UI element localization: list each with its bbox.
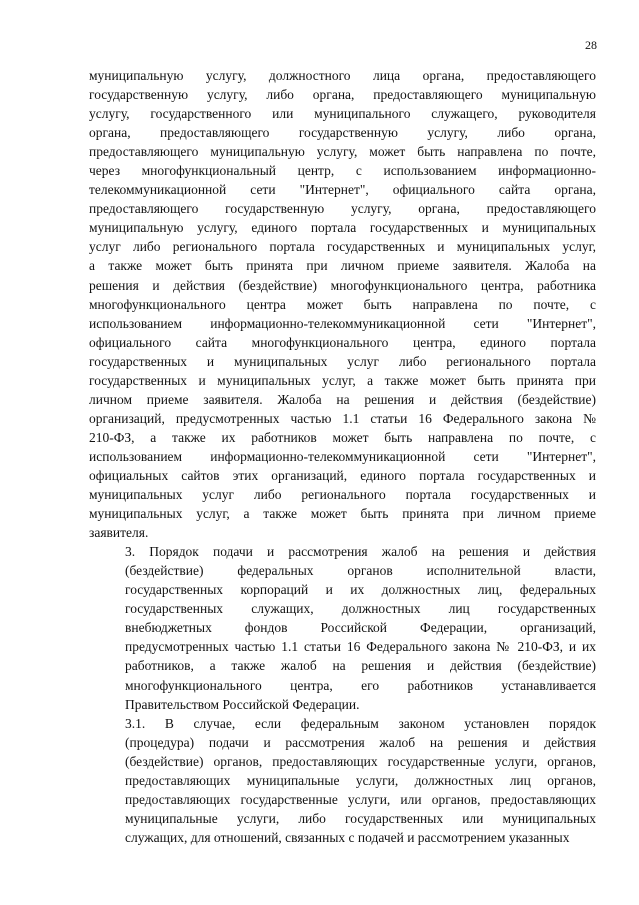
text-line: муниципальную услугу, единого портала государственных и муниципальных	[89, 220, 596, 236]
text-line: государственных корпораций и их должностных лиц, федеральных	[125, 582, 596, 598]
text-line: 210-ФЗ, а также их работников может быть направлена по почте, с	[89, 429, 596, 445]
text-line: (процедура) подачи и рассмотрения жалоб на решения и действия	[125, 734, 596, 750]
text-line: Правительством Российской Федерации.	[125, 696, 360, 712]
text-line: органа, предоставляющего государственную услугу, либо органа,	[89, 125, 596, 141]
text-line: личном приеме заявителя. Жалоба на решения и действия (бездействие)	[89, 391, 596, 407]
text-line: муниципальные услуги, либо государственных или муниципальных	[125, 810, 596, 826]
text-line: муниципальных услуг, а также может быть принята при личном приеме	[89, 506, 596, 522]
text-line: через многофункциональный центр, с использованием информационно-	[89, 163, 596, 179]
text-line: многофункционального центра может быть направлена по почте, с	[89, 296, 596, 312]
text-line: решения и действия (бездействие) многофункционального центра, работника	[89, 277, 596, 293]
text-line: муниципальных услуг либо регионального портала государственных и	[89, 487, 596, 503]
text-line: государственных и муниципальных услуг, а также может быть принята при	[89, 372, 596, 388]
text-line: государственную услугу, либо органа, предоставляющего муниципальную	[89, 87, 596, 103]
text-line: (бездействие) федеральных органов исполнительной власти,	[125, 563, 596, 579]
paragraph	[89, 542, 596, 713]
text-line: услуг либо регионального портала государственных и муниципальных услуг,	[89, 239, 596, 255]
text-line: государственных служащих, должностных лиц государственных	[125, 601, 596, 617]
paragraph	[89, 714, 596, 847]
text-line: (бездействие) органов, предоставляющих государственные услуги, органов,	[125, 753, 596, 769]
text-line: 3. Порядок подачи и рассмотрения жалоб на решения и действия	[125, 544, 596, 560]
document-body	[89, 66, 596, 847]
text-line: использованием информационно-телекоммуникационной сети "Интернет",	[89, 448, 596, 464]
text-line: муниципальную услугу, должностного лица органа, предоставляющего	[89, 68, 596, 83]
paragraph	[89, 66, 596, 542]
text-line: предусмотренных частью 1.1 статьи 16 Федерального закона № 210-ФЗ, и их	[125, 639, 596, 655]
text-line: официального сайта многофункционального центра, единого портала	[89, 334, 596, 350]
text-line: государственных и муниципальных услуг либо регионального портала	[89, 353, 596, 369]
text-line: услугу, государственного или муниципального служащего, руководителя	[89, 106, 596, 122]
text-line: предоставляющих муниципальные услуги, должностных лиц органов,	[125, 772, 596, 788]
text-line: предоставляющих государственные услуги, или органов, предоставляющих	[125, 791, 596, 807]
text-line: служащих, для отношений, связанных с подачей и рассмотрением указанных	[125, 829, 570, 845]
text-line: предоставляющего муниципальную услугу, может быть направлена по почте,	[89, 144, 596, 160]
page-number: 28	[585, 38, 597, 52]
text-line: использованием информационно-телекоммуникационной сети "Интернет",	[89, 315, 596, 331]
text-line: официальных сайтов этих организаций, единого портала государственных и	[89, 467, 596, 483]
text-line: внебюджетных фондов Российской Федерации, организаций,	[125, 620, 596, 636]
text-line: организаций, предусмотренных частью 1.1 статьи 16 Федерального закона №	[89, 410, 596, 426]
text-line: 3.1. В случае, если федеральным законом установлен порядок	[125, 715, 596, 731]
text-line: а также может быть принята при личном приеме заявителя. Жалоба на	[89, 258, 596, 274]
text-line: предоставляющего государственную услугу, органа, предоставляющего	[89, 201, 596, 217]
text-line: работников, а также жалоб на решения и действия (бездействие)	[125, 658, 596, 674]
text-line: заявителя.	[89, 525, 149, 541]
text-line: многофункционального центра, его работников устанавливается	[125, 677, 596, 693]
text-line: телекоммуникационной сети "Интернет", официального сайта органа,	[89, 182, 596, 198]
